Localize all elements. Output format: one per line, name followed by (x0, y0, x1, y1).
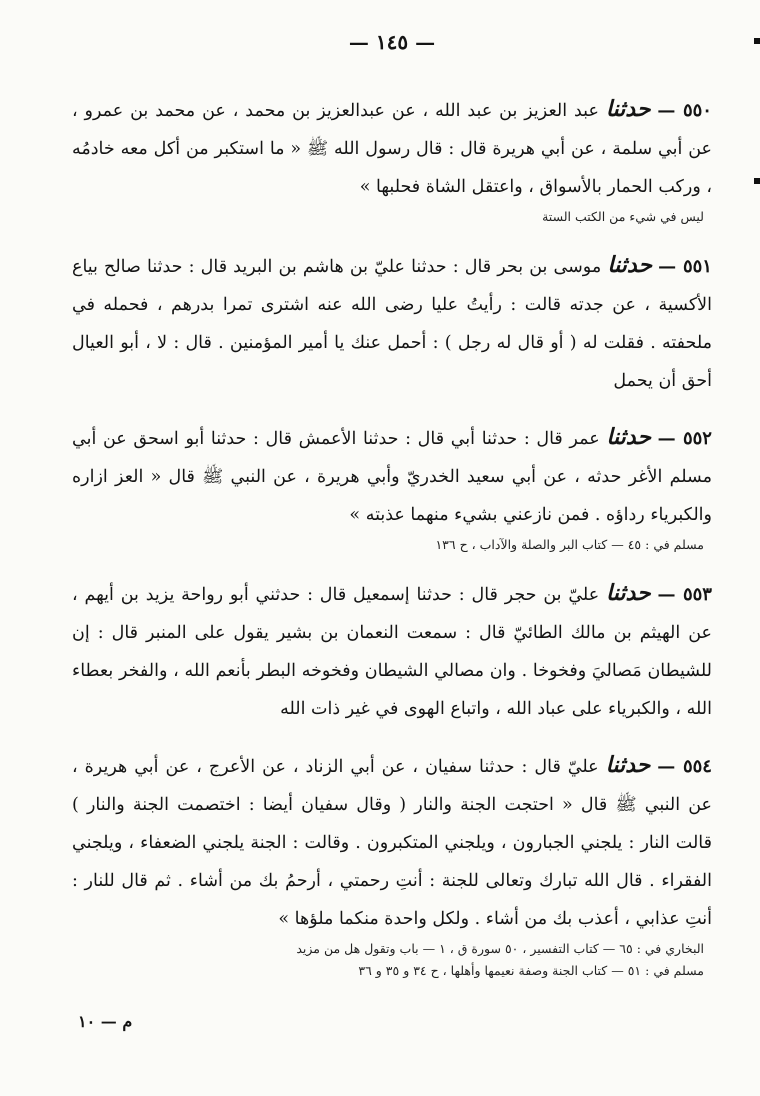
margin-mark (754, 178, 760, 184)
hadith-554 (72, 746, 712, 982)
hadith-body: عليّ قال : حدثنا سفيان ، عن أبي الزناد ، عن الأعرج ، عن أبي هريرة ، عن النبي ﷺ قال « احتجت الجنة والنار ( وقال سفيان أيضا : اختصمت الجنة والنار ) قالت النار : يلجني الجبارون ، ويلجني المتكبرون . وقالت : الجنة يلجني الضعفاء ، ويلجني الفقراء . قال الله تبارك وتعالى للجنة : أنتِ رحمتي ، أرحمُ بك من أشاء . ثم قال للنار : أنتِ عذابي ، أعذب بك من أشاء . ولكل واحدة منكما ملؤها » (72, 757, 712, 929)
page-number: — ١٤٥ — (348, 30, 436, 54)
hadith-552 (72, 418, 712, 556)
hadith-551 (72, 246, 712, 400)
hadith-text (72, 418, 712, 534)
signature-mark: م — ١٠ (78, 1012, 133, 1031)
book-page (72, 30, 712, 1080)
hadith-text (72, 746, 712, 938)
hadith-body: موسى بن بحر قال : حدثنا عليّ بن هاشم بن البريد قال : حدثنا صالح بياع الأكسية ، عن جدته قالت : رأيتُ عليا رضى الله عنه اشترى تمرا بدرهم ، فحمله في ملحفته . فقلت له ( أو قال له رجل ) : أحمل عنك يا أمير المؤمنين . قال : لا ، أبو العيال أحق أن يحمل (72, 257, 712, 391)
margin-mark (754, 38, 760, 44)
source-note: البخاري في : ٦٥ — كتاب التفسير ، ٥٠ سورة ق ، ١ — باب وتقول هل من مزيد (296, 941, 704, 956)
haddathana-label: حدثنا (605, 752, 651, 778)
hadith-553 (72, 574, 712, 728)
hadith-number: ٥٥٣ — (657, 584, 712, 605)
hadith-text (72, 574, 712, 728)
haddathana-label: حدثنا (605, 580, 651, 606)
source-note: مسلم في : ٤٥ — كتاب البر والصلة والآداب ، ح ١٣٦ (435, 537, 704, 552)
hadith-text (72, 90, 712, 206)
hadith-text (72, 246, 712, 400)
source-note: مسلم في : ٥١ — كتاب الجنة وصفة نعيمها وأهلها ، ح ٣٤ و ٣٥ و ٣٦ (358, 963, 704, 978)
hadith-number: ٥٥٢ — (657, 428, 712, 449)
hadith-number: ٥٥٠ — (657, 100, 712, 121)
hadith-body: عبد العزيز بن عبد الله ، عن عبدالعزيز بن محمد ، عن محمد بن عمرو ، عن أبي سلمة ، عن أبي هريرة قال : قال رسول الله ﷺ « ما استكبر من أكل معه خادمُه ، وركب الحمار بالأسواق ، واعتقل الشاة فحلبها » (72, 101, 712, 197)
haddathana-label: حدثنا (606, 424, 651, 450)
hadith-550 (72, 90, 712, 228)
source-note: ليس في شيء من الكتب الستة (542, 209, 704, 224)
haddathana-label: حدثنا (607, 252, 652, 278)
hadith-number: ٥٥٤ — (657, 756, 712, 777)
haddathana-label: حدثنا (605, 96, 651, 122)
hadith-body: عمر قال : حدثنا أبي قال : حدثنا الأعمش قال : حدثنا أبو اسحق عن أبي مسلم الأغر حدثه ، عن أبي سعيد الخدريّ وأبي هريرة ، عن النبي ﷺ قال « العز ازاره والكبرياء رداؤه . فمن نازعني بشيء منهما عذبته » (72, 429, 712, 525)
hadith-body: عليّ بن حجر قال : حدثنا إسمعيل قال : حدثني أبو رواحة يزيد بن أيهم ، عن الهيثم بن مالك الطائيّ قال : سمعت النعمان بن بشير يقول على المنبر قال : إن للشيطان مَصاليَ وفخوخا . وان مصالي الشيطان وفخوخه البطر بأنعم الله ، والفخر بعطاء الله ، والكبرياء على عباد الله ، واتباع الهوى في غير ذات الله (72, 585, 712, 719)
hadith-number: ٥٥١ — (658, 256, 712, 277)
